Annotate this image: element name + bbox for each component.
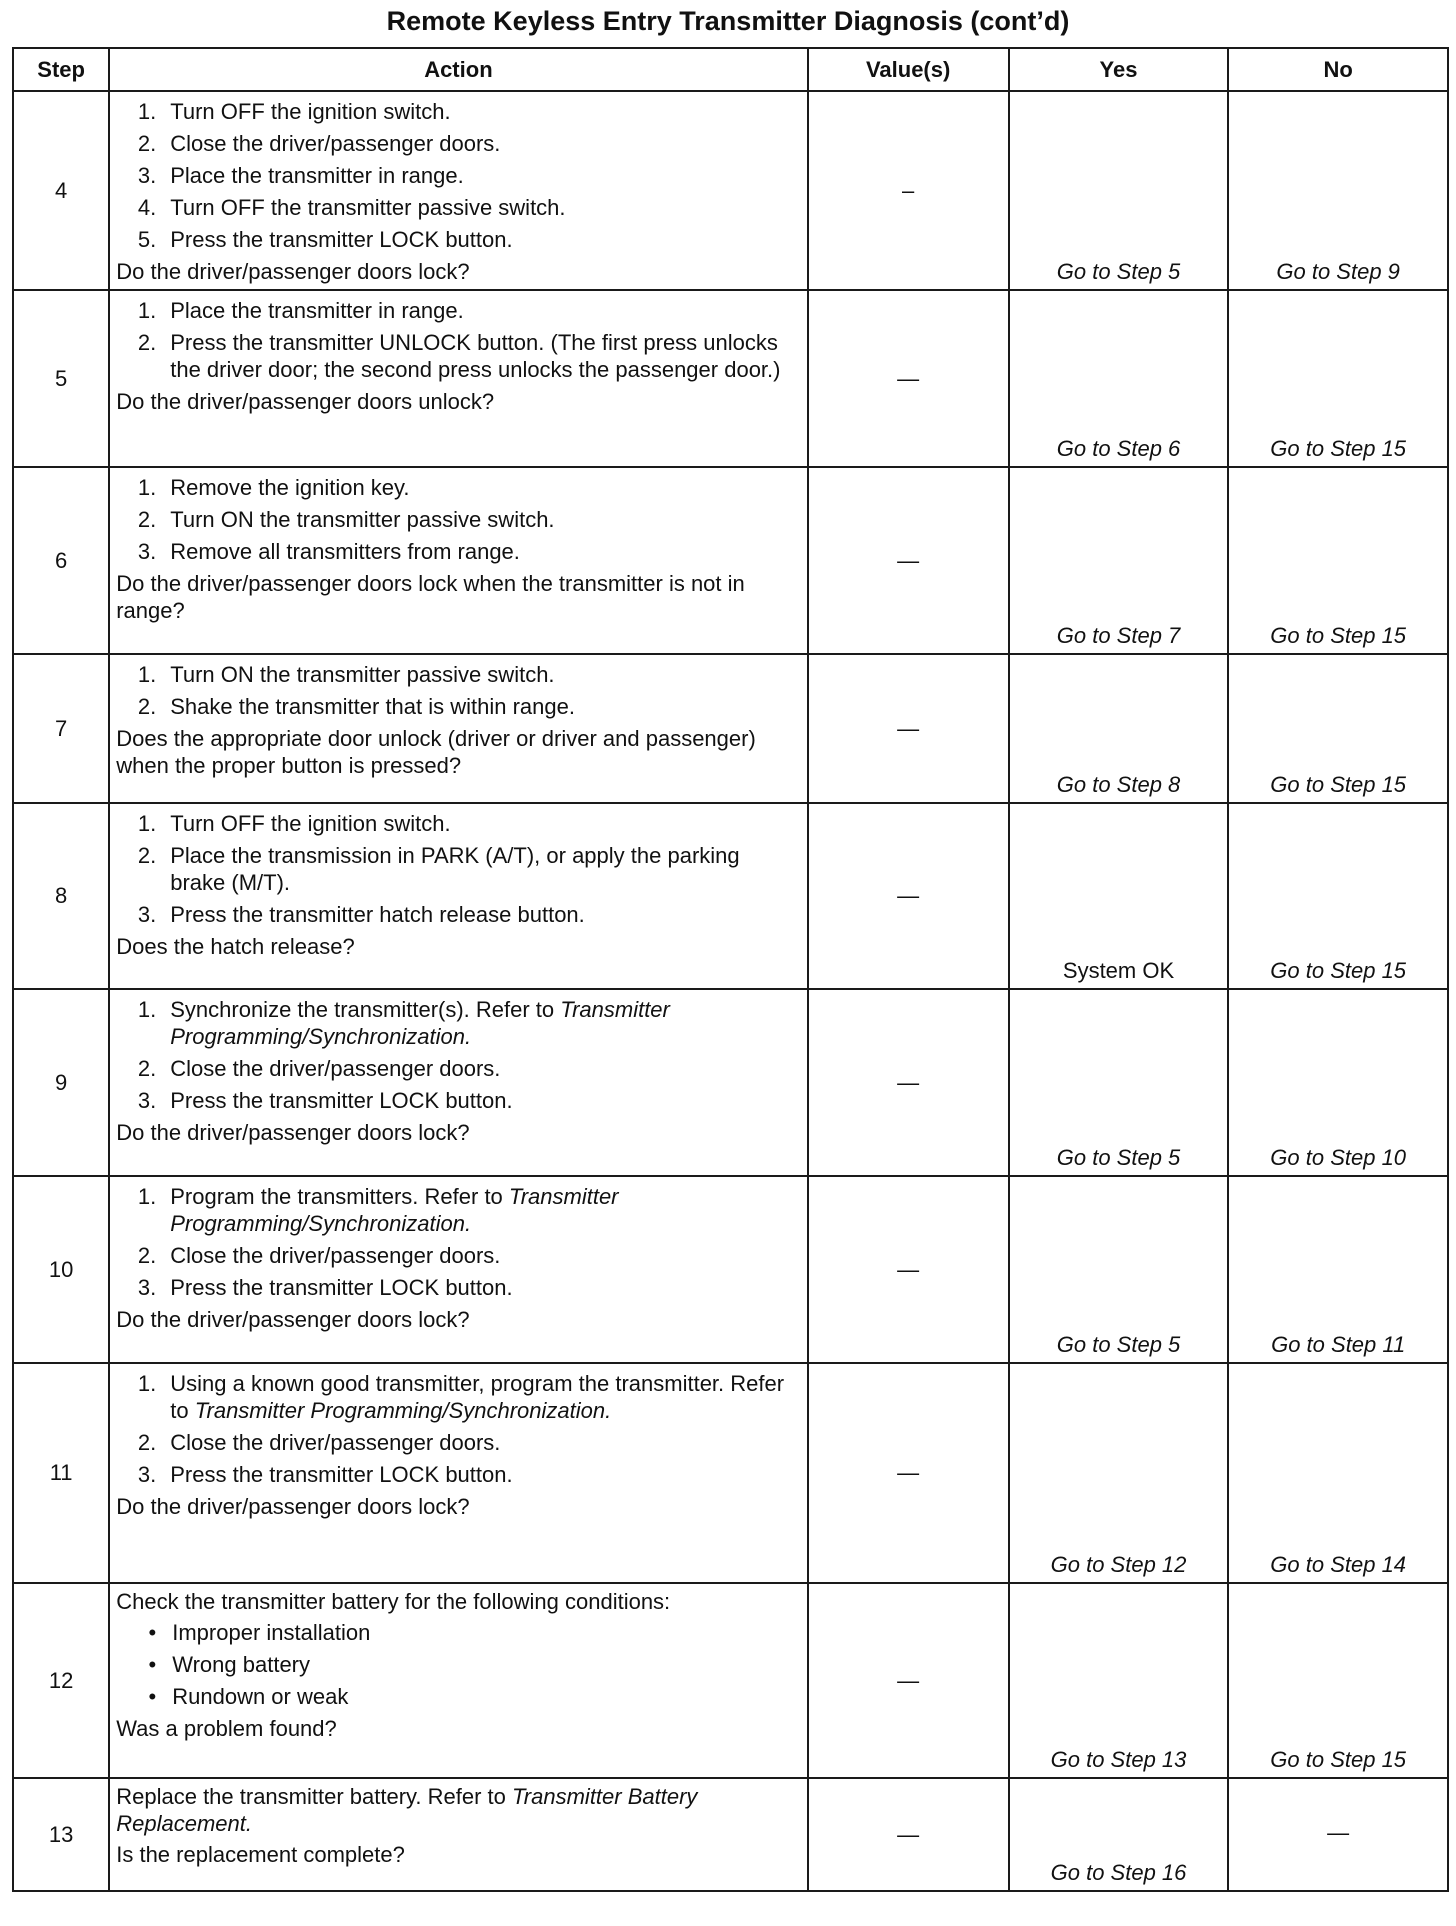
action-item bbox=[116, 1242, 796, 1269]
yes-cell: Go to Step 7 bbox=[1009, 467, 1229, 654]
action-item bbox=[116, 693, 796, 720]
question: Do the driver/passenger doors lock? bbox=[116, 259, 470, 284]
item-number: 2. bbox=[137, 131, 157, 156]
action-cell bbox=[109, 803, 807, 989]
item-text: Place the transmitter in range. bbox=[170, 298, 464, 323]
value-cell: — bbox=[808, 290, 1009, 467]
item-number: 3. bbox=[137, 539, 157, 564]
table-row bbox=[13, 1363, 1448, 1583]
step-number: 10 bbox=[13, 1176, 109, 1363]
action-item bbox=[116, 842, 796, 896]
bullet-item bbox=[116, 1651, 796, 1678]
bullet-icon: • bbox=[148, 1620, 157, 1645]
item-number: 1. bbox=[137, 1371, 157, 1396]
item-text: Synchronize the transmitter(s). Refer to bbox=[170, 997, 561, 1022]
action-item bbox=[116, 226, 796, 253]
item-text: Press the transmitter LOCK button. bbox=[170, 1275, 513, 1300]
bullet-icon: • bbox=[148, 1684, 157, 1709]
action-item bbox=[116, 98, 796, 125]
no-cell: — bbox=[1228, 1778, 1448, 1891]
action-cell bbox=[109, 989, 807, 1176]
item-number: 1. bbox=[137, 1184, 157, 1209]
action-item bbox=[116, 162, 796, 189]
step-number: 7 bbox=[13, 654, 109, 803]
value-cell: — bbox=[808, 1363, 1009, 1583]
yes-cell: Go to Step 12 bbox=[1009, 1363, 1229, 1583]
action-item bbox=[116, 1370, 796, 1424]
item-number: 3. bbox=[137, 163, 157, 188]
action-intro: Check the transmitter battery for the following conditions: bbox=[116, 1589, 671, 1614]
item-number: 1. bbox=[137, 811, 157, 836]
reference-period: . bbox=[464, 1211, 472, 1236]
item-text: Turn OFF the ignition switch. bbox=[170, 811, 451, 836]
value-cell: — bbox=[808, 803, 1009, 989]
item-number: 3. bbox=[137, 902, 157, 927]
item-number: 2. bbox=[137, 843, 157, 868]
action-item bbox=[116, 1461, 796, 1488]
question: Do the driver/passenger doors lock? bbox=[116, 1307, 470, 1332]
header-action: Action bbox=[109, 48, 807, 91]
reference-period: . bbox=[605, 1398, 612, 1423]
question: Do the driver/passenger doors lock? bbox=[116, 1120, 470, 1145]
table-row bbox=[13, 1583, 1448, 1778]
action-item bbox=[116, 1183, 796, 1237]
action-text bbox=[116, 1783, 796, 1837]
question: Do the driver/passenger doors unlock? bbox=[116, 389, 495, 414]
item-text: Using a known good transmitter, program the transmitter. Refer to bbox=[170, 1371, 785, 1423]
item-number: 2. bbox=[137, 1243, 157, 1268]
table-row bbox=[13, 91, 1448, 290]
page-title: Remote Keyless Entry Transmitter Diagnosis (cont’d) bbox=[386, 6, 1070, 36]
item-text: Shake the transmitter that is within range. bbox=[170, 694, 575, 719]
action-item bbox=[116, 474, 796, 501]
action-item bbox=[116, 901, 796, 928]
table-row bbox=[13, 989, 1448, 1176]
value-cell: — bbox=[808, 654, 1009, 803]
action-item bbox=[116, 1055, 796, 1082]
yes-cell: Go to Step 13 bbox=[1009, 1583, 1229, 1778]
table-row bbox=[13, 1778, 1448, 1891]
header-row bbox=[13, 48, 1448, 91]
action-item bbox=[116, 538, 796, 565]
item-number: 1. bbox=[137, 997, 157, 1022]
action-item bbox=[116, 297, 796, 324]
item-text: Close the driver/passenger doors. bbox=[170, 1243, 501, 1268]
no-cell: Go to Step 15 bbox=[1228, 654, 1448, 803]
item-text: Remove all transmitters from range. bbox=[170, 539, 520, 564]
step-number: 13 bbox=[13, 1778, 109, 1891]
table-row bbox=[13, 803, 1448, 989]
action-cell bbox=[109, 290, 807, 467]
action-cell bbox=[109, 467, 807, 654]
item-number: 2. bbox=[137, 694, 157, 719]
header-yes: Yes bbox=[1009, 48, 1229, 91]
item-number: 3. bbox=[137, 1088, 157, 1113]
item-number: 1. bbox=[137, 475, 157, 500]
yes-cell: Go to Step 6 bbox=[1009, 290, 1229, 467]
item-text: Press the transmitter LOCK button. bbox=[170, 1462, 513, 1487]
item-text: Rundown or weak bbox=[172, 1684, 349, 1709]
yes-cell: Go to Step 5 bbox=[1009, 91, 1229, 290]
item-text: Turn OFF the transmitter passive switch. bbox=[170, 195, 566, 220]
table-row bbox=[13, 290, 1448, 467]
no-cell: Go to Step 11 bbox=[1228, 1176, 1448, 1363]
step-number: 11 bbox=[13, 1363, 109, 1583]
table-row bbox=[13, 654, 1448, 803]
step-number: 9 bbox=[13, 989, 109, 1176]
item-text: Wrong battery bbox=[172, 1652, 311, 1677]
item-text: Press the transmitter LOCK button. bbox=[170, 227, 513, 252]
header-values: Value(s) bbox=[808, 48, 1009, 91]
bullet-item bbox=[116, 1619, 796, 1646]
item-number: 1. bbox=[137, 99, 157, 124]
step-number: 6 bbox=[13, 467, 109, 654]
yes-cell: System OK bbox=[1009, 803, 1229, 989]
action-item bbox=[116, 661, 796, 688]
item-number: 2. bbox=[137, 1056, 157, 1081]
step-number: 12 bbox=[13, 1583, 109, 1778]
item-text: Press the transmitter hatch release button. bbox=[170, 902, 585, 927]
item-number: 1. bbox=[137, 662, 157, 687]
action-item bbox=[116, 996, 796, 1050]
question: Was a problem found? bbox=[116, 1716, 337, 1741]
value-cell: — bbox=[808, 1176, 1009, 1363]
question: Do the driver/passenger doors lock? bbox=[116, 1494, 470, 1519]
step-number: 4 bbox=[13, 91, 109, 290]
value-cell: — bbox=[808, 1583, 1009, 1778]
item-number: 2. bbox=[137, 1430, 157, 1455]
no-cell: Go to Step 14 bbox=[1228, 1363, 1448, 1583]
action-cell bbox=[109, 91, 807, 290]
action-item bbox=[116, 130, 796, 157]
action-cell bbox=[109, 1363, 807, 1583]
action-cell bbox=[109, 1778, 807, 1891]
item-text: Close the driver/passenger doors. bbox=[170, 1056, 501, 1081]
item-text: Close the driver/passenger doors. bbox=[170, 131, 501, 156]
yes-cell: Go to Step 5 bbox=[1009, 989, 1229, 1176]
yes-cell: Go to Step 8 bbox=[1009, 654, 1229, 803]
no-cell: Go to Step 15 bbox=[1228, 467, 1448, 654]
bullet-item bbox=[116, 1683, 796, 1710]
item-text: Improper installation bbox=[172, 1620, 371, 1645]
item-text: Remove the ignition key. bbox=[170, 475, 410, 500]
value-cell: — bbox=[808, 467, 1009, 654]
item-number: 2. bbox=[137, 507, 157, 532]
diagnosis-table bbox=[12, 47, 1449, 1892]
item-text: Press the transmitter UNLOCK button. (The first press unlocks the driver door; the second press unlocks the passenger door.) bbox=[170, 330, 781, 382]
action-cell bbox=[109, 1176, 807, 1363]
item-number: 3. bbox=[137, 1462, 157, 1487]
reference-link-text: Transmitter Programming/Synchronization bbox=[194, 1398, 606, 1423]
action-text-main: Replace the transmitter battery. Refer to bbox=[116, 1784, 512, 1809]
table-row bbox=[13, 467, 1448, 654]
table-row bbox=[13, 1176, 1448, 1363]
action-item bbox=[116, 1274, 796, 1301]
action-cell bbox=[109, 654, 807, 803]
value-cell: — bbox=[808, 1778, 1009, 1891]
action-item bbox=[116, 506, 796, 533]
item-number: 1. bbox=[137, 298, 157, 323]
header-step: Step bbox=[13, 48, 109, 91]
item-text: Turn ON the transmitter passive switch. bbox=[170, 507, 555, 532]
item-text: Close the driver/passenger doors. bbox=[170, 1430, 501, 1455]
action-cell bbox=[109, 1583, 807, 1778]
bullet-icon: • bbox=[148, 1652, 157, 1677]
reference-period: . bbox=[464, 1024, 472, 1049]
item-text: Program the transmitters. Refer to bbox=[170, 1184, 509, 1209]
action-item bbox=[116, 1087, 796, 1114]
question: Is the replacement complete? bbox=[116, 1842, 405, 1867]
item-text: Turn OFF the ignition switch. bbox=[170, 99, 451, 124]
reference-link-text: Transmitter Battery Replacement bbox=[116, 1784, 698, 1836]
action-item bbox=[116, 810, 796, 837]
no-cell: Go to Step 15 bbox=[1228, 1583, 1448, 1778]
action-item bbox=[116, 194, 796, 221]
no-cell: Go to Step 15 bbox=[1228, 803, 1448, 989]
value-cell: – bbox=[808, 91, 1009, 290]
item-text: Place the transmitter in range. bbox=[170, 163, 464, 188]
no-cell: Go to Step 15 bbox=[1228, 290, 1448, 467]
question: Does the appropriate door unlock (driver or driver and passenger) when the proper button is pressed? bbox=[116, 726, 756, 778]
question: Do the driver/passenger doors lock when the transmitter is not in range? bbox=[116, 571, 745, 623]
yes-cell: Go to Step 5 bbox=[1009, 1176, 1229, 1363]
reference-period: . bbox=[245, 1811, 252, 1836]
question: Does the hatch release? bbox=[116, 934, 355, 959]
value-cell: — bbox=[808, 989, 1009, 1176]
step-number: 8 bbox=[13, 803, 109, 989]
no-cell: Go to Step 9 bbox=[1228, 91, 1448, 290]
item-number: 2. bbox=[137, 330, 157, 355]
item-number: 3. bbox=[137, 1275, 157, 1300]
header-no: No bbox=[1228, 48, 1448, 91]
item-number: 5. bbox=[137, 227, 157, 252]
item-text: Press the transmitter LOCK button. bbox=[170, 1088, 513, 1113]
reference-link-text: Transmitter Programming/Synchronization bbox=[170, 997, 670, 1049]
item-text: Turn ON the transmitter passive switch. bbox=[170, 662, 555, 687]
item-number: 4. bbox=[137, 195, 157, 220]
reference-link-text: Transmitter Programming/Synchronization bbox=[170, 1184, 619, 1236]
item-text: Place the transmission in PARK (A/T), or apply the parking brake (M/T). bbox=[170, 843, 740, 895]
yes-cell: Go to Step 16 bbox=[1009, 1778, 1229, 1891]
action-item bbox=[116, 329, 796, 383]
action-item bbox=[116, 1429, 796, 1456]
no-cell: Go to Step 10 bbox=[1228, 989, 1448, 1176]
step-number: 5 bbox=[13, 290, 109, 467]
